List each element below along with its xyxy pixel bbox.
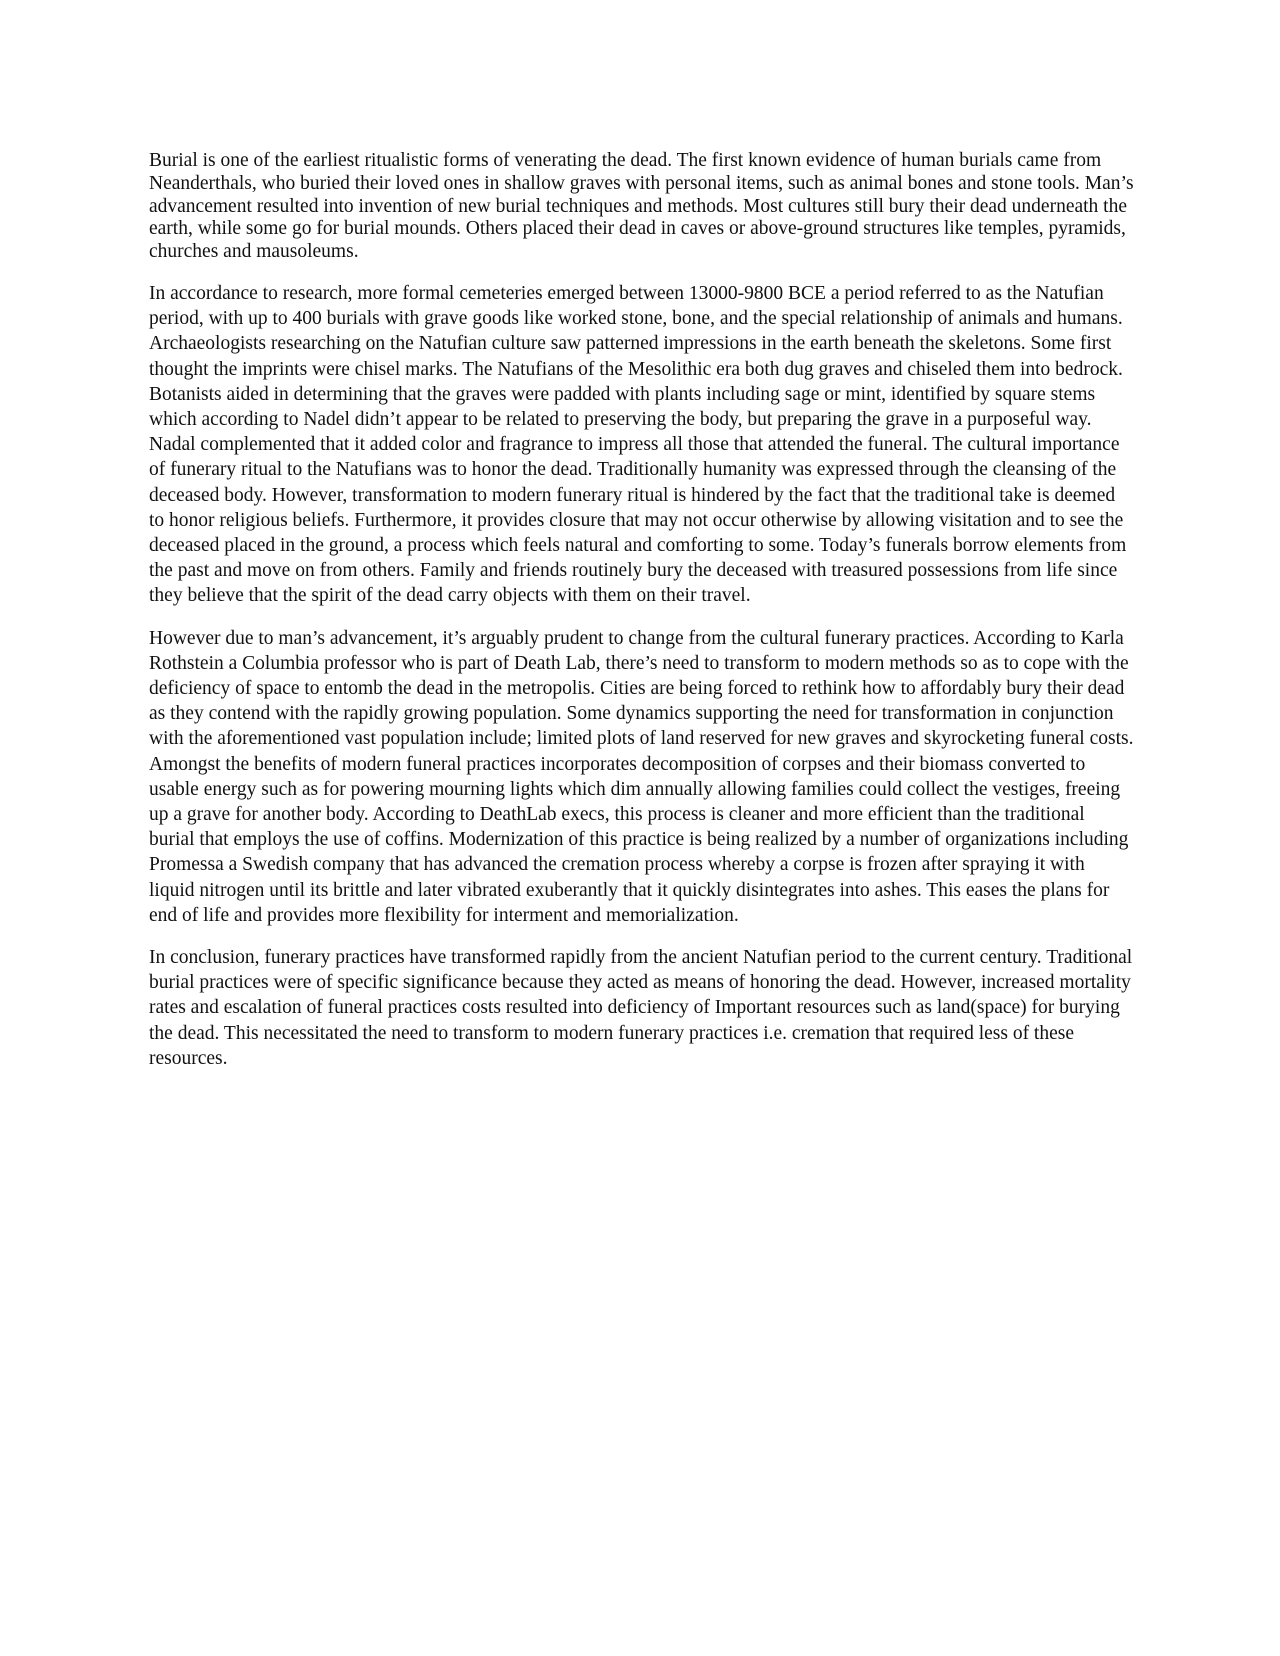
paragraph-conclusion: In conclusion, funerary practices have transformed rapidly from the ancient Natufian period to the current century. Traditional burial practices were of specific significance because they acted as means of honoring the dead. However, increased mortality rates and escalation of funeral practices costs resulted into deficiency of Important resources such as land(space) for burying the dead. This necessitated the need to transform to modern funerary practices i.e. cremation that required less of these resources.	[149, 947, 1133, 1069]
paragraph-burial-origins: Burial is one of the earliest ritualistic forms of venerating the dead. The first known evidence of human burials came from Neanderthals, who buried their loved ones in shallow graves with personal items, such as animal bones and stone tools. Man’s advancement resulted into invention of new burial techniques and methods. Most cultures still bury their dead underneath the earth, while some go for burial mounds. Others placed their dead in caves or above-ground structures like temples, pyramids, churches and mausoleums.	[149, 150, 1134, 263]
document-body	[149, 150, 1135, 1088]
paragraph-natufian-period: In accordance to research, more formal cemeteries emerged between 13000-9800 BCE a period referred to as the Natufian period, with up to 400 burials with grave goods like worked stone, bone, and the special relationship of animals and humans. Archaeologists researching on the Natufian culture saw patterned impressions in the earth beneath the skeletons. Some first thought the imprints were chisel marks. The Natufians of the Mesolithic era both dug graves and chiseled them into bedrock. Botanists aided in determining that the graves were padded with plants including sage or mint, identified by square stems which according to Nadel didn’t appear to be related to preserving the body, but preparing the grave in a purposeful way. Nadal complemented that it added color and fragrance to impress all those that attended the funeral. The cultural importance of funerary ritual to the Natufians was to honor the dead. Traditionally humanity was expressed through the cleansing of the deceased body. However, transformation to modern funerary ritual is hindered by the fact that the traditional take is deemed to honor religious beliefs. Furthermore, it provides closure that may not occur otherwise by allowing visitation and to see the deceased placed in the ground, a process which feels natural and comforting to some. Today’s funerals borrow elements from the past and move on from others. Family and friends routinely bury the deceased with treasured possessions from life since they believe that the spirit of the dead carry objects with them on their travel.	[149, 282, 1127, 607]
paragraph-modern-practices: However due to man’s advancement, it’s arguably prudent to change from the cultural funerary practices. According to Karla Rothstein a Columbia professor who is part of Death Lab, there’s need to transform to modern methods so as to cope with the deficiency of space to entomb the dead in the metropolis. Cities are being forced to rethink how to affordably bury their dead as they contend with the rapidly growing population. Some dynamics supporting the need for transformation in conjunction with the aforementioned vast population include; limited plots of land reserved for new graves and skyrocketing funeral costs. Amongst the benefits of modern funeral practices incorporates decomposition of corpses and their biomass converted to usable energy such as for powering mourning lights which dim annually allowing families could collect the vestiges, freeing up a grave for another body. According to DeathLab execs, this process is cleaner and more efficient than the traditional burial that employs the use of coffins. Modernization of this practice is being realized by a number of organizations including Promessa a Swedish company that has advanced the cremation process whereby a corpse is frozen after spraying it with liquid nitrogen until its brittle and later vibrated exuberantly that it quickly disintegrates into ashes. This eases the plans for end of life and provides more flexibility for interment and memorialization.	[149, 627, 1134, 926]
